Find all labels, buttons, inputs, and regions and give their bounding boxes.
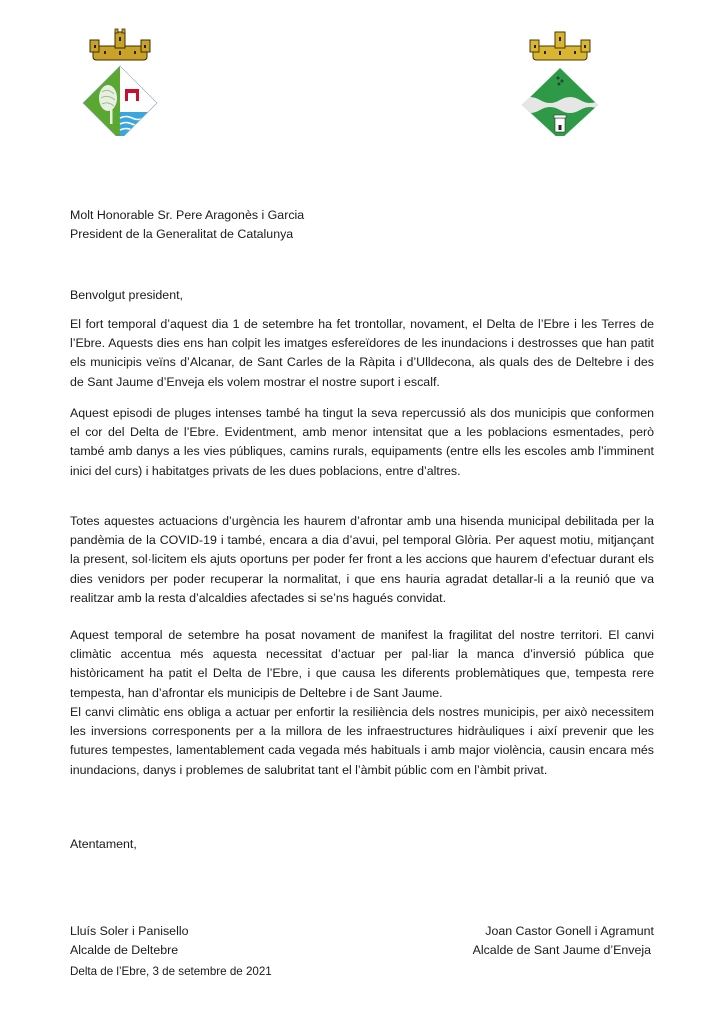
recipient-block bbox=[70, 206, 654, 244]
mural-crown-icon bbox=[530, 32, 590, 60]
deltebre-coat-of-arms bbox=[80, 26, 160, 136]
recipient-name: Molt Honorable Sr. Pere Aragonès i Garcia bbox=[70, 208, 305, 222]
body-paragraph: El fort temporal d’aquest dia 1 de setembre ha fet trontollar, novament, el Delta de l’Ebre i les Terres de l’Ebre. Aquests dies ens han colpit les imatges esfereïdores de les inundacions i destrosses que han patit els municipis veïns d’Alcanar, de Sant Carles de la Ràpita i d’Ulldecona, als quals des de Deltebre i des de Sant Jaume d’Enveja els volem mostrar el nostre suport i escalf. bbox=[70, 317, 654, 389]
closing: Atentament, bbox=[70, 837, 137, 851]
mural-crown-icon bbox=[90, 29, 150, 60]
sant-jaume-crest-icon bbox=[520, 26, 600, 136]
signatory-role: Alcalde de Sant Jaume d’Enveja bbox=[472, 943, 651, 957]
signature-right bbox=[473, 922, 654, 960]
signatory-role: Alcalde de Deltebre bbox=[70, 943, 179, 957]
sant-jaume-coat-of-arms bbox=[520, 26, 600, 136]
body-paragraph: Aquest episodi de pluges intenses també ha tingut la seva repercussió als dos municipis que conformen el cor del Delta de l’Ebre. Evidentment, amb menor intensitat que a les poblacions esmentades, però també amb danys a les vies públiques, camins rurals, equipaments (entre ells les escoles amb l’imminent inici del curs) i habitatges privats de les dues poblacions, entre d’altres. bbox=[70, 406, 654, 478]
signatory-name: Joan Castor Gonell i Agramunt bbox=[485, 924, 654, 938]
signatory-name: Lluís Soler i Panisello bbox=[70, 924, 189, 938]
recipient-title: President de la Generalitat de Catalunya bbox=[70, 227, 294, 241]
body-paragraph: Aquest temporal de setembre ha posat novament de manifest la fragilitat del nostre territori. El canvi climàtic accentua més aquesta necessitat d’actuar per pal·liar la manca d’inversió pública que històricament ha patit el Delta de l’Ebre, i que causa les diferents problemàtiques que, tempesta rere tempesta, han d’afrontar els municipis de Deltebre i de Sant Jaume. bbox=[70, 628, 654, 700]
body-paragraph: El canvi climàtic ens obliga a actuar per enfortir la resiliència dels nostres municipis, per això necessitem les inversions corresponents per a la millora de les infraestructures hidràuliques i així prevenir que les futures tempestes, lamentablement cada vegada més habituals i amb major violència, causin encara més inundacions, danys i problemes de salubritat tant el l’àmbit públic com en l’àmbit privat. bbox=[70, 705, 654, 777]
deltebre-crest-icon bbox=[80, 26, 160, 136]
salutation: Benvolgut president, bbox=[70, 288, 183, 302]
signature-left bbox=[70, 922, 188, 960]
dateline: Delta de l’Ebre, 3 de setembre de 2021 bbox=[70, 965, 272, 978]
body-paragraph: Totes aquestes actuacions d’urgència les haurem d’afrontar amb una hisenda municipal debilitada per la pandèmia de la COVID-19 i també, encara a dia d’avui, pel temporal Glòria. Per aquest motiu, mitjançant la present, sol·licitem els ajuts oportuns per poder fer front a les accions que haurem d’efectuar durant els dies venidors per poder recuperar la normalitat, i que ens hauria agradat detallar-li a la reunió que va realitzar amb la resta d’alcaldies afectades si se’ns hagués convidat. bbox=[70, 514, 654, 605]
